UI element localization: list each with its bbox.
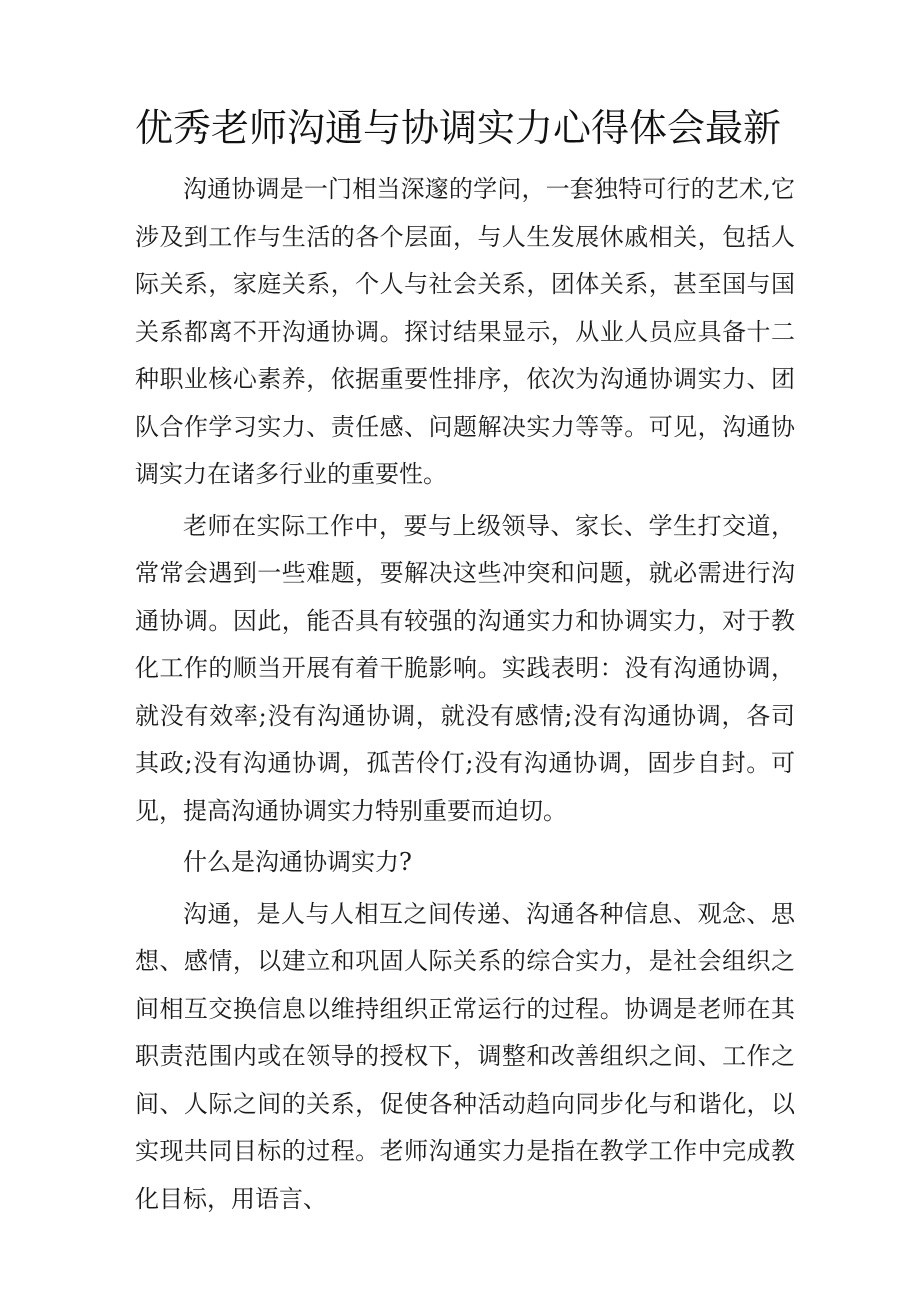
paragraph-intro: 沟通协调是一门相当深邃的学问，一套独特可行的艺术,它涉及到工作与生活的各个层面，与人生发展休戚相关，包括人际关系，家庭关系，个人与社会关系，团体关系，甚至国与国关系都离不开沟通协调。探讨结果显示，从业人员应具备十二种职业核心素养，依据重要性排序，依次为沟通协调实力、团队合作学习实力、责任感、问题解决实力等等。可见，沟通协调实力在诸多行业的重要性。 bbox=[135, 175, 795, 488]
document-title: 优秀老师沟通与协调实力心得体会最新 bbox=[135, 106, 782, 150]
paragraph-teacher-work: 老师在实际工作中，要与上级领导、家长、学生打交道，常常会遇到一些难题，要解决这些冲突和问题，就必需进行沟通协调。因此，能否具有较强的沟通实力和协调实力，对于教化工作的顺当开展有着干脆影响。实践表明：没有沟通协调，就没有效率;没有沟通协调，就没有感情;没有沟通协调，各司其政;没有沟通协调，孤苦伶仃;没有沟通协调，固步自封。可见，提高沟通协调实力特别重要而迫切。 bbox=[135, 511, 795, 825]
document-body bbox=[135, 166, 795, 1227]
paragraph-definition: 沟通，是人与人相互之间传递、沟通各种信息、观念、思想、感情，以建立和巩固人际关系的综合实力，是社会组织之间相互交换信息以维持组织正常运行的过程。协调是老师在其职责范围内或在领导的授权下，调整和改善组织之间、工作之间、人际之间的关系，促使各种活动趋向同步化与和谐化，以实现共同目标的过程。老师沟通实力是指在教学工作中完成教化目标，用语言、 bbox=[135, 899, 795, 1213]
paragraph-question: 什么是沟通协调实力? bbox=[183, 848, 412, 876]
